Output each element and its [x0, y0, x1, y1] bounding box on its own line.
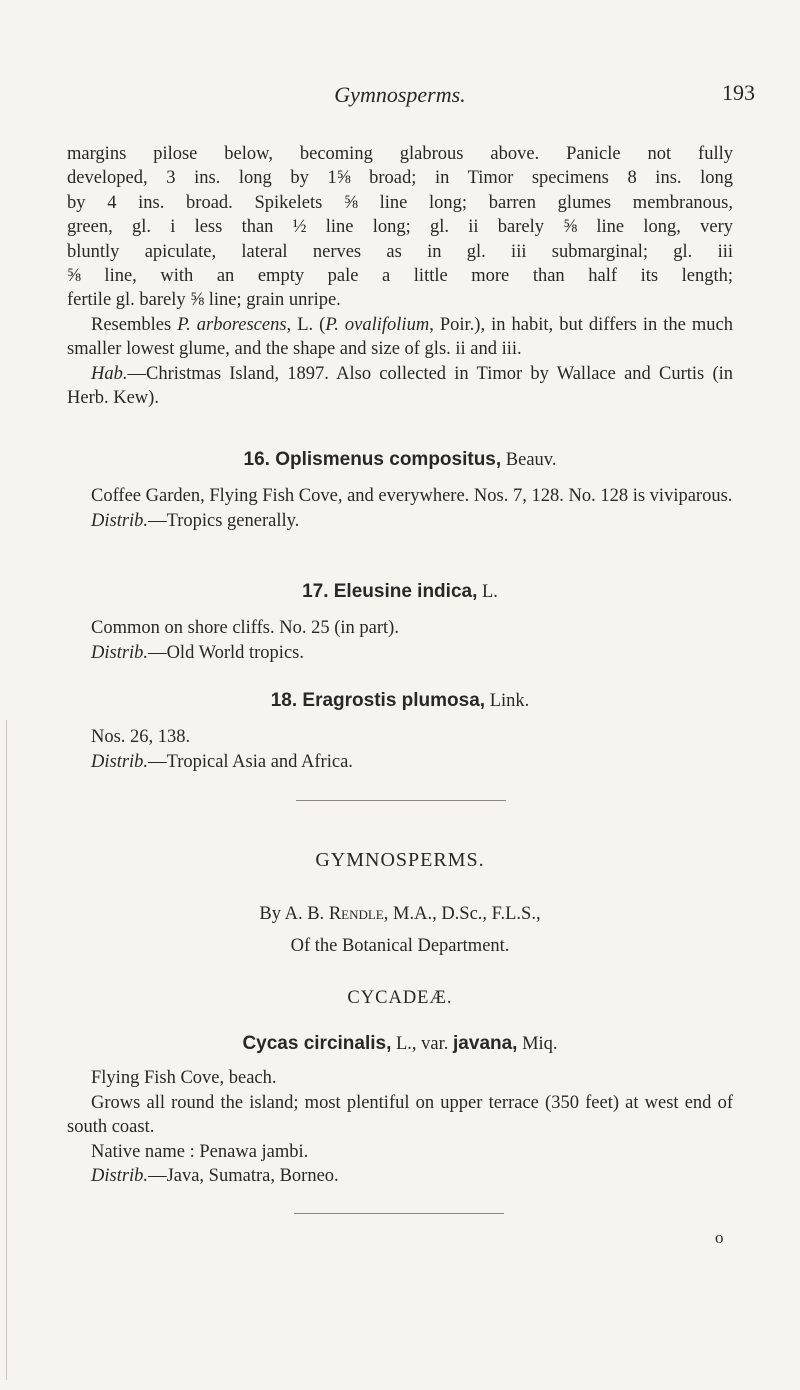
species-heading: 18. Eragrostis plumosa, — [270, 690, 486, 711]
signature-mark: o — [715, 1228, 724, 1247]
distrib-text: —Java, Sumatra, Borneo. — [148, 1166, 339, 1187]
distrib-label: Distrib. — [91, 1166, 149, 1187]
distrib-label: Distrib. — [91, 642, 149, 663]
byline — [67, 902, 733, 926]
locality-text: Flying Fish Cove, beach. — [91, 1068, 277, 1089]
end-divider — [294, 1213, 504, 1214]
page-edge — [6, 720, 7, 1380]
species-author: L. — [477, 582, 498, 602]
taxon-name: P. ovalifolium — [325, 315, 430, 335]
text-line: ⅝ line, with an empty pale a little more than half its length; — [67, 266, 733, 287]
section-divider — [296, 800, 506, 801]
author-name: Rendle — [328, 904, 384, 924]
hab-text: —Christmas Island, 1897. Also collected in Timor by Wallace and Curtis (in Herb. Kew). — [67, 363, 733, 409]
species-text: Coffee Garden, Flying Fish Cove, and everywhere. Nos. 7, 128. No. 128 is viviparous. — [91, 486, 733, 507]
distrib-text: —Old World tropics. — [148, 642, 304, 663]
text-run: , L. ( — [286, 315, 326, 335]
text-line: developed, 3 ins. long by 1⅝ broad; in Timor specimens 8 ins. long — [67, 168, 733, 189]
variety-name: javana, — [453, 1033, 518, 1054]
text-line: fertile gl. barely ⅝ line; grain unripe. — [67, 290, 341, 311]
species-author: Link. — [485, 691, 530, 711]
species-text: Common on shore cliffs. No. 25 (in part). — [91, 618, 399, 639]
native-name-text: Native name : Penawa jambi. — [91, 1141, 309, 1162]
page-number: 193 — [722, 80, 755, 105]
running-title: Gymnosperms. — [334, 82, 466, 107]
section-title-text: GYMNOSPERMS. — [315, 849, 485, 871]
family-title: CYCADEÆ. — [347, 988, 453, 1008]
distrib-label: Distrib. — [91, 751, 149, 772]
variety-author: Miq. — [517, 1034, 558, 1054]
comparison-paragraph — [67, 313, 733, 411]
text-line: green, gl. i less than ½ line long; gl. ii barely ⅝ line long, very — [67, 217, 733, 238]
text-run: Resembles — [91, 315, 178, 335]
species-cycas — [67, 1032, 733, 1188]
text-line: bluntly apiculate, lateral nerves as in gl. iii submarginal; gl. iii — [67, 241, 733, 262]
distrib-text: —Tropical Asia and Africa. — [148, 751, 353, 772]
species-16 — [67, 448, 733, 533]
taxon-name: P. arborescens — [177, 315, 287, 335]
species-heading: 16. Oplismenus compositus, — [243, 449, 502, 470]
species-author: L., var. — [391, 1034, 454, 1054]
species-18 — [67, 689, 733, 774]
distrib-label: Distrib. — [91, 510, 149, 531]
species-heading: Cycas circinalis, — [242, 1033, 392, 1054]
department: Of the Botanical Department. — [290, 936, 510, 956]
species-17 — [67, 580, 733, 665]
hab-label: Hab. — [91, 363, 128, 384]
distrib-text: —Tropics generally. — [148, 510, 300, 531]
description-paragraph — [67, 142, 733, 313]
text-run: , Poir.), in habit, but differs in the much smaller lowest glume, and the shape and size of gls. ii and iii. — [67, 315, 734, 360]
byline-by: By A. B. — [259, 904, 329, 924]
text-line: by 4 ins. broad. Spikelets ⅝ line long; barren glumes membranous, — [67, 192, 733, 213]
text-line: margins pilose below, becoming glabrous above. Panicle not fully — [67, 144, 733, 164]
species-heading: 17. Eleusine indica, — [302, 581, 478, 602]
species-author: Beauv. — [501, 450, 557, 470]
habitat-text: Grows all round the island; most plentiful on upper terrace (350 feet) at west end of south coast. — [67, 1092, 733, 1138]
byline-credentials: , M.A., D.Sc., F.L.S., — [383, 904, 541, 924]
section-title — [67, 848, 733, 872]
species-text: Nos. 26, 138. — [91, 727, 191, 748]
